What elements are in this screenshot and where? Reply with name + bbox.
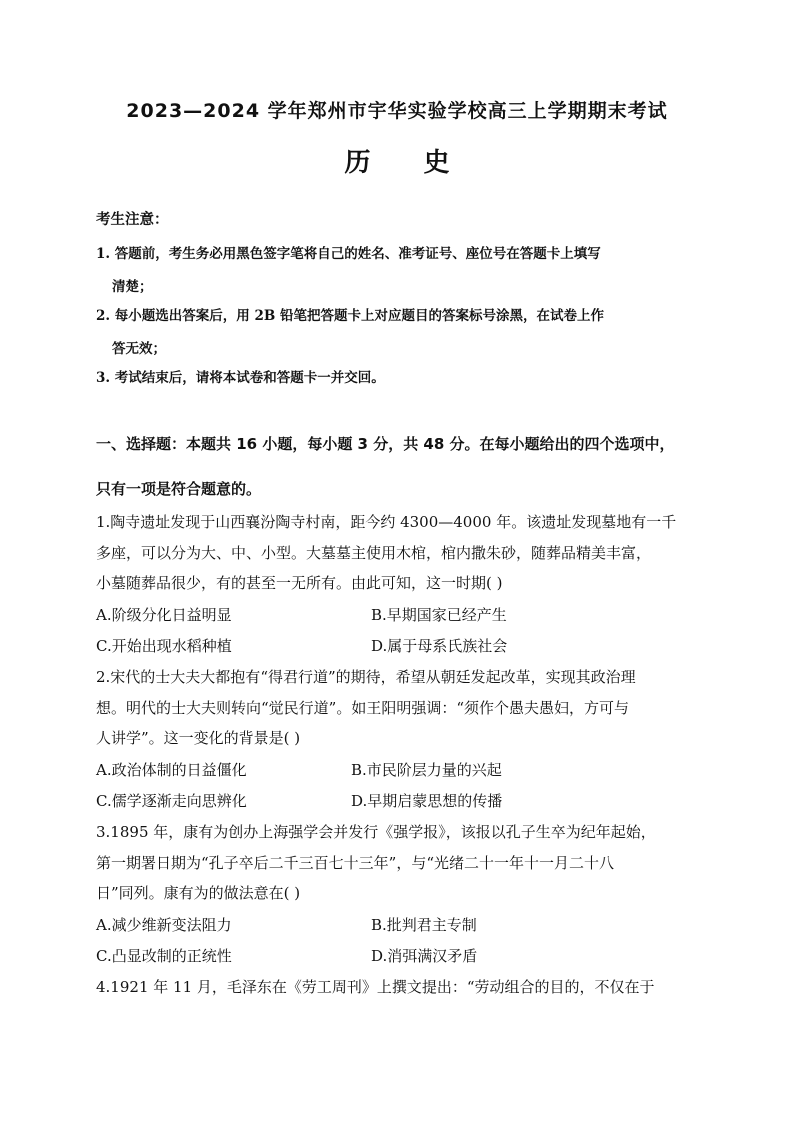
question-3-options bbox=[96, 910, 702, 971]
option-a: A.减少维新变法阻力 bbox=[96, 916, 232, 934]
option-a: A.政治体制的日益僵化 bbox=[96, 761, 247, 779]
option-c: C.儒学逐渐走向思辨化 bbox=[96, 791, 247, 810]
notice-item-2-line2: 答无效； bbox=[112, 341, 166, 357]
question-2-line: 想。明代的士大夫则转向“觉民行道”。如王阳明强调：“须作个愚夫愚妇，方可与 bbox=[96, 698, 630, 717]
option-d: D.早期启蒙思想的传播 bbox=[351, 791, 503, 810]
exam-title: 2023—2024 学年郑州市宇华实验学校高三上学期期末考试 bbox=[126, 100, 668, 122]
question-3-line: 第一期署日期为“孔子卒后二千三百七十三年”，与“光绪二十一年十一月二十八 bbox=[96, 853, 615, 872]
question-4 bbox=[96, 972, 702, 1003]
option-c: C.开始出现水稻种植 bbox=[96, 636, 232, 655]
notice-item-2 bbox=[96, 300, 706, 366]
question-4-line: 4.1921 年 11 月，毛泽东在《劳工周刊》上撰文提出：“劳动组合的目的，不仅在于 bbox=[96, 978, 655, 996]
question-1-line: 小墓随葬品很少，有的甚至一无所有。由此可知，这一时期( ) bbox=[96, 574, 503, 592]
notice-item-1-line1: 1. 答题前，考生务必用黑色签字笔将自己的姓名、准考证号、座位号在答题卡上填写 bbox=[96, 246, 601, 262]
notice-item-1 bbox=[96, 238, 706, 304]
question-2-line: 2.宋代的士大夫大都抱有“得君行道”的期待，希望从朝廷发起改革，实现其政治理 bbox=[96, 668, 636, 686]
notice-item-1-line2: 清楚； bbox=[112, 279, 153, 295]
notice-item-2-line1: 2. 每小题选出答案后，用 2B 铅笔把答题卡上对应题目的答案标号涂黑，在试卷上作 bbox=[96, 308, 604, 324]
question-3-line: 3.1895 年，康有为创办上海强学会并发行《强学报》，该报以孔子生卒为纪年起始， bbox=[96, 823, 656, 841]
question-1-options bbox=[96, 600, 702, 661]
question-1 bbox=[96, 507, 702, 599]
question-1-line: 1.陶寺遗址发现于山西襄汾陶寺村南，距今约 4300—4000 年。该遗址发现墓地有一千 bbox=[96, 513, 677, 531]
question-2-line: 人讲学”。这一变化的背景是( ) bbox=[96, 729, 301, 747]
option-b: B.市民阶层力量的兴起 bbox=[351, 761, 502, 779]
question-2-options bbox=[96, 755, 702, 816]
section-heading-line2: 只有一项是符合题意的。 bbox=[96, 480, 262, 498]
notice-heading: 考生注意： bbox=[96, 211, 169, 228]
notice-item-3-line1: 3. 考试结束后，请将本试卷和答题卡一并交回。 bbox=[96, 370, 385, 386]
question-3 bbox=[96, 817, 702, 909]
subject-title: 历 史 bbox=[344, 148, 472, 178]
option-d: D.属于母系氏族社会 bbox=[371, 636, 508, 655]
question-3-line: 日”同列。康有为的做法意在( ) bbox=[96, 884, 301, 902]
option-d: D.消弭满汉矛盾 bbox=[371, 946, 478, 965]
option-b: B.早期国家已经产生 bbox=[371, 606, 507, 624]
question-1-line: 多座，可以分为大、中、小型。大墓墓主使用木棺，棺内撒朱砂，随葬品精美丰富， bbox=[96, 543, 652, 562]
option-a: A.阶级分化日益明显 bbox=[96, 606, 232, 624]
notice-item-3 bbox=[96, 362, 706, 395]
option-c: C.凸显改制的正统性 bbox=[96, 946, 232, 965]
question-2 bbox=[96, 662, 702, 754]
section-heading bbox=[96, 422, 702, 512]
option-b: B.批判君主专制 bbox=[371, 916, 477, 934]
section-heading-line1: 一、选择题：本题共 16 小题，每小题 3 分，共 48 分。在每小题给出的四个选项中， bbox=[96, 435, 675, 453]
